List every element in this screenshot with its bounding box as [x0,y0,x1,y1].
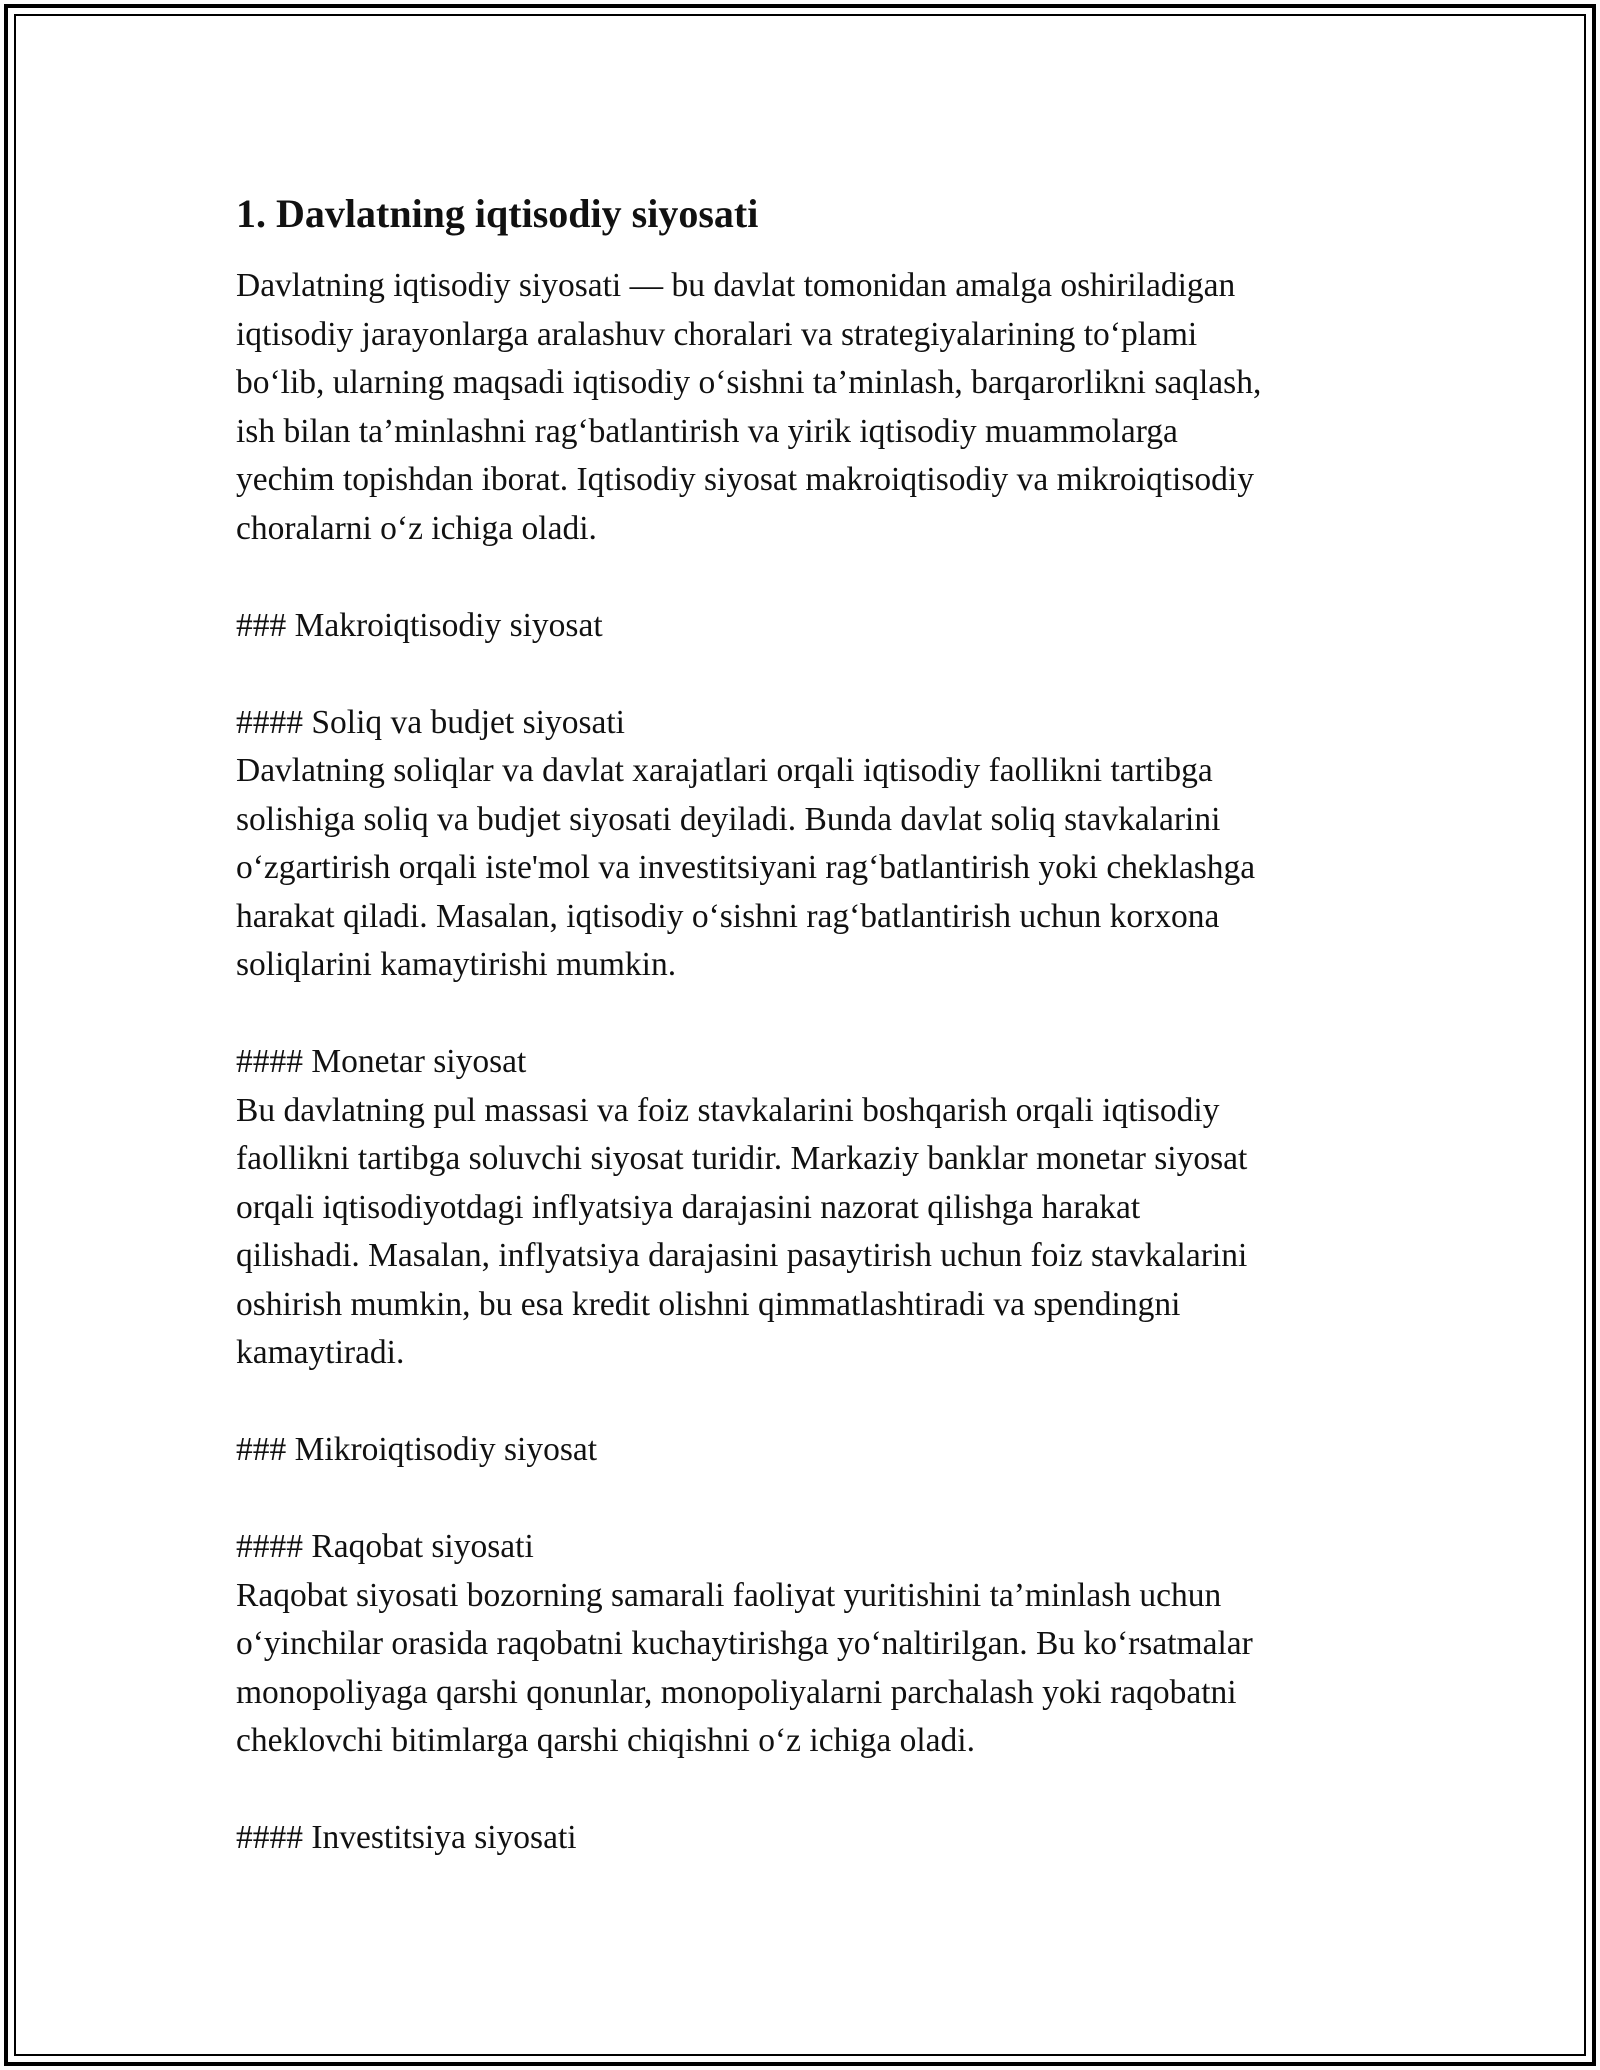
document-body [236,188,1366,1863]
competition-heading: #### Raqobat siyosati [236,1528,534,1565]
document-title: 1. Davlatning iqtisodiy siyosati [236,191,759,236]
monetary-heading: #### Monetar siyosat [236,1043,527,1080]
micro-section-heading: ### Mikroiqtisodiy siyosat [236,1431,598,1468]
tax-budget-heading: #### Soliq va budjet siyosati [236,703,625,741]
spacer [236,990,1366,1039]
monetary-paragraph: Bu davlatning pul massasi va foiz stavkalarini boshqarish orqali iqtisodiy faollikni tartibga soluvchi siyosat turidir. Markaziy banklar monetar siyosat orqali iqtisodiyotdagi inflyatsiya darajasini nazorat qilishga harakat qilishadi. Masalan, inflyatsiya darajasini pasaytirish uchun foiz stavkalarini oshirish mumkin, bu esa kredit olishni qimmatlashtiradi va spendingni kamaytiradi. [236,1091,1248,1371]
competition-paragraph: Raqobat siyosati bozorning samarali faoliyat yuritishini ta’minlash uchun o‘yinchilar orasida raqobatni kuchaytirishga yo‘naltirilgan. Bu ko‘rsatmalar monopoliyaga qarshi qonunlar, monopoliyalarni parchalash yoki raqobatni cheklovchi bitimlarga qarshi chiqishni o‘z ichiga oladi. [236,1576,1253,1759]
spacer [236,650,1366,699]
intro-paragraph: Davlatning iqtisodiy siyosati — bu davlat tomonidan amalga oshiriladigan iqtisodiy jarayonlarga aralashuv choralari va strategiyalarining to‘plami bo‘lib, ularning maqsadi iqtisodiy o‘sishni ta’minlash, barqarorlikni saqlash, ish bilan ta’minlashni rag‘batlantirish va yirik iqtisodiy muammolarga yechim topishdan iborat. Iqtisodiy siyosat makroiqtisodiy va mikroiqtisodiy choralarni o‘z ichiga oladi. [236,267,1262,547]
tax-budget-paragraph: Davlatning soliqlar va davlat xarajatlari orqali iqtisodiy faollikni tartibga solishiga soliq va budjet siyosati deyiladi. Bunda davlat soliq stavkalarini o‘zgartirish orqali iste'mol va investitsiyani rag‘batlantirish yoki cheklashga harakat qiladi. Masalan, iqtisodiy o‘sishni rag‘batlantirish uchun korxona soliqlarini kamaytirishi mumkin. [236,752,1256,983]
spacer [236,1378,1366,1427]
macro-section-heading: ### Makroiqtisodiy siyosat [236,606,603,644]
spacer [236,553,1366,602]
spacer [236,1475,1366,1524]
investment-heading: #### Investitsiya siyosati [236,1819,577,1856]
spacer [236,1766,1366,1815]
